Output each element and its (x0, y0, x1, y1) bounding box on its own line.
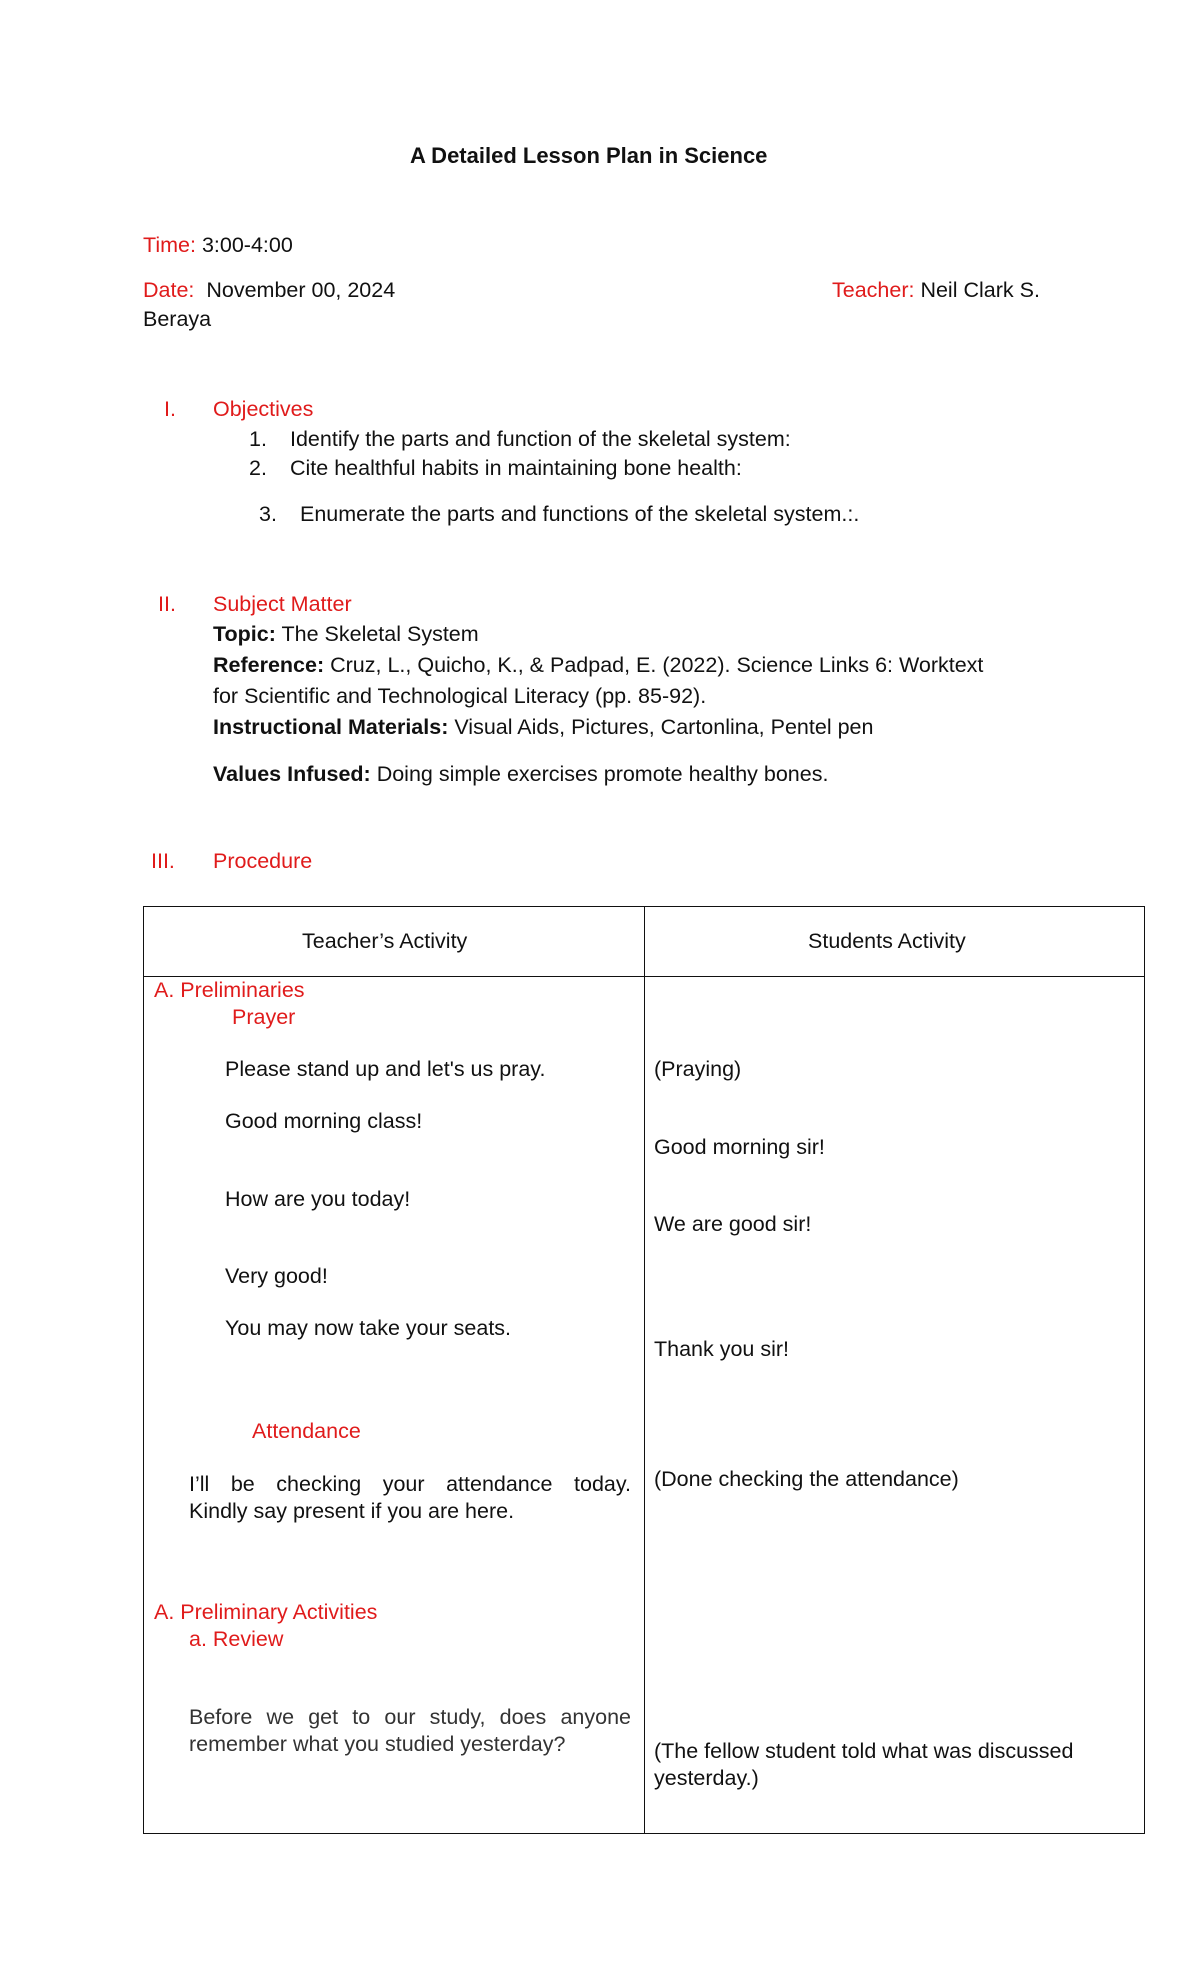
values-value: Doing simple exercises promote healthy bones. (376, 762, 829, 786)
student-line-good-morning: Good morning sir! (654, 1135, 825, 1159)
values-label: Values Infused: (213, 762, 371, 786)
teacher-line-take-seats: You may now take your seats. (225, 1316, 512, 1340)
student-line-review-2: yesterday.) (654, 1766, 759, 1790)
teacher-line-attendance-2: Kindly say present if you are here. (189, 1499, 515, 1523)
preliminaries-heading: A. Preliminaries (154, 978, 305, 1002)
teacher-line-how-are-you: How are you today! (225, 1187, 411, 1211)
table-column-divider (644, 907, 645, 1833)
objective-number-2: 2. (249, 456, 267, 480)
page-title: A Detailed Lesson Plan in Science (410, 143, 768, 168)
column-header-students: Students Activity (808, 929, 966, 953)
teacher-value-continued: Beraya (143, 307, 212, 331)
review-heading: a. Review (189, 1627, 284, 1651)
date-row (143, 278, 395, 304)
reference-row (213, 653, 983, 679)
teacher-line-review-2: remember what you studied yesterday? (189, 1732, 566, 1756)
procedure-heading: Procedure (213, 849, 313, 873)
reference-label: Reference: (213, 653, 325, 677)
student-line-thanks: Thank you sir! (654, 1337, 790, 1361)
objectives-heading: Objectives (213, 397, 314, 421)
attendance-heading: Attendance (252, 1419, 361, 1443)
time-row (143, 233, 293, 259)
materials-label: Instructional Materials: (213, 715, 449, 739)
teacher-row (832, 278, 1040, 304)
subject-matter-heading: Subject Matter (213, 592, 352, 616)
student-line-attendance: (Done checking the attendance) (654, 1467, 959, 1491)
prayer-heading: Prayer (232, 1005, 296, 1029)
objective-number-1: 1. (249, 427, 267, 451)
reference-value-continued: for Scientific and Technological Literacy (pp. 85-92). (213, 684, 707, 708)
student-line-review-1: (The fellow student told what was discussed (654, 1739, 1074, 1763)
teacher-line-good-morning: Good morning class! (225, 1109, 423, 1133)
subject-matter-numeral: II. (158, 592, 176, 616)
values-row (213, 762, 828, 788)
teacher-label: Teacher: (832, 278, 915, 302)
procedure-numeral: III. (151, 849, 175, 873)
date-label: Date: (143, 278, 195, 302)
table-header-divider (144, 976, 1144, 977)
teacher-line-very-good: Very good! (225, 1264, 328, 1288)
preliminary-activities-heading: A. Preliminary Activities (154, 1600, 378, 1624)
objective-number-3: 3. (259, 502, 277, 526)
student-line-praying: (Praying) (654, 1057, 742, 1081)
teacher-line-pray: Please stand up and let's us pray. (225, 1057, 546, 1081)
time-value: 3:00-4:00 (201, 233, 293, 257)
date-value: November 00, 2024 (206, 278, 396, 302)
teacher-line-attendance-1: I’ll be checking your attendance today. (189, 1472, 631, 1496)
objective-text-1: Identify the parts and function of the skeletal system: (290, 427, 791, 451)
materials-value: Visual Aids, Pictures, Cartonlina, Pentel pen (454, 715, 874, 739)
student-line-good: We are good sir! (654, 1212, 812, 1236)
procedure-table (143, 906, 1145, 1834)
objective-text-3: Enumerate the parts and functions of the skeletal system.:. (300, 502, 860, 526)
reference-value: Cruz, L., Quicho, K., & Padpad, E. (2022). Science Links 6: Worktext (330, 653, 984, 677)
objective-text-2: Cite healthful habits in maintaining bone health: (290, 456, 742, 480)
time-label: Time: (143, 233, 196, 257)
teacher-value: Neil Clark S. (920, 278, 1040, 302)
column-header-teacher: Teacher’s Activity (302, 929, 468, 953)
topic-row (213, 622, 479, 648)
topic-value: The Skeletal System (281, 622, 479, 646)
materials-row (213, 715, 873, 741)
teacher-line-review-1: Before we get to our study, does anyone (189, 1705, 631, 1729)
objectives-numeral: I. (164, 397, 176, 421)
topic-label: Topic: (213, 622, 276, 646)
